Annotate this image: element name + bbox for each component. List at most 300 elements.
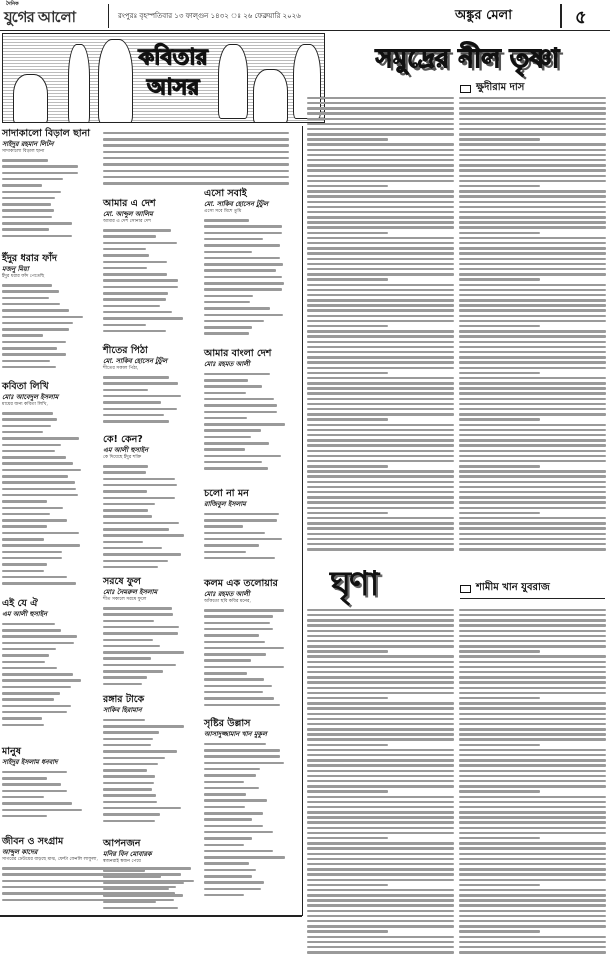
text-line [103,782,154,785]
poem-body [2,159,98,237]
text-line [204,225,282,228]
text-line [459,614,606,616]
box-icon [460,85,471,93]
section-divider [302,126,303,916]
text-line [307,387,454,389]
text-line [307,112,454,114]
text-line [103,553,181,556]
text-line [204,888,261,891]
text-line [307,920,454,922]
text-line [2,488,76,491]
text-line [2,538,44,541]
text-line [103,676,147,679]
text-line [459,501,606,503]
text-line [307,951,454,953]
text-line [307,806,454,808]
poem [103,838,199,909]
text-line [2,507,63,510]
text-line [307,661,454,663]
text-line [2,654,49,657]
text-line [204,314,283,317]
poem-body [103,607,199,685]
text-line [459,915,606,917]
text-line [459,118,606,120]
poem-author: সাইদুর ইসলাম ধনবাদ [2,758,58,766]
text-line [204,697,274,700]
text-line [2,771,67,774]
text-line [307,749,454,751]
poem-title: এসো সবাই [204,188,247,199]
text-line [103,794,156,797]
text-line [307,403,454,405]
text-line [307,190,454,192]
text-line [307,713,454,715]
text-line [307,107,454,109]
text-line [204,774,256,777]
text-line [2,366,56,369]
text-line [459,630,606,632]
text-line [103,484,177,487]
poem-body [103,128,299,185]
text-line [459,801,606,803]
text-line [103,163,289,166]
text-line [459,242,606,244]
text-line [204,837,252,840]
text-line [307,102,454,104]
text-line [2,412,53,415]
text-line [307,392,454,394]
text-line [2,815,47,818]
text-line [459,635,606,637]
text-line [204,628,273,631]
text-line [459,382,606,384]
text-line [2,570,44,573]
text-line [307,206,454,208]
text-line [459,237,606,239]
text-line [204,806,245,809]
text-line [459,821,606,823]
text-line [103,401,161,404]
text-line [459,873,606,875]
poem-first-line: কে দিয়েছে ইঁদুর শক্তি [103,455,142,460]
text-line [459,671,606,673]
text-line [103,738,153,741]
text-line [103,888,169,891]
text-line [459,764,606,766]
text-line [307,687,454,689]
text-line [459,697,540,699]
text-line [307,889,454,891]
text-line [2,790,67,793]
text-line [204,257,280,260]
text-line [204,385,262,388]
text-line [459,439,606,441]
text-line [103,311,172,314]
text-line [103,330,166,333]
text-line [204,238,263,241]
text-line [103,286,178,289]
text-line [204,557,275,560]
text-line [2,783,61,786]
text-line [204,825,263,828]
poem-author: সাকিব হিরামান [103,706,142,714]
text-line [307,899,454,901]
text-line [307,398,454,400]
text-line [307,325,388,327]
text-line [204,232,282,235]
text-line [307,263,454,265]
poem-author: আব্দুল কাদের [2,848,38,856]
text-line [459,847,606,849]
text-line [2,228,49,231]
poem-first-line: শীতের সকাল পিঠা, [103,366,139,371]
text-line [459,884,540,886]
text-line [459,522,606,524]
text-line [459,904,606,906]
text-line [103,471,146,474]
poem-body [103,465,199,568]
text-line [2,216,52,219]
text-line [2,475,68,478]
text-line [307,894,454,896]
text-line [307,640,454,642]
text-line [2,692,60,695]
text-line [204,666,284,669]
text-line [2,623,55,626]
text-line [103,292,168,295]
text-line [459,910,606,912]
text-line [2,500,47,503]
text-line [2,159,48,162]
text-line [307,315,454,317]
text-line [307,853,454,855]
text-line [2,802,72,805]
text-line [204,379,248,382]
text-line [307,118,454,120]
text-line [204,467,268,470]
text-line [103,657,151,660]
text-line [459,299,606,301]
text-line [459,925,606,927]
text-line [204,894,244,897]
text-line [459,775,606,777]
poem-title: আমার এ দেশ [103,198,156,209]
text-line [459,460,606,462]
text-line [307,149,454,151]
logo-small-text: দৈনিক [6,1,19,7]
poem-body [204,513,300,560]
text-line [307,335,454,337]
text-line [307,832,454,834]
author-name: শামীম খান যুবরাজ [476,582,550,593]
poem [204,718,300,896]
text-line [2,724,44,727]
text-line [307,915,454,917]
text-line [459,692,606,694]
text-line [307,775,454,777]
poem-body [204,609,300,706]
text-line [103,813,160,816]
text-line [103,157,289,160]
text-line [307,211,454,213]
text-line [459,367,606,369]
text-line [307,884,388,886]
text-line [204,244,280,247]
text-line [103,645,160,648]
poem-title: সৃষ্টির উল্লাস [204,718,251,729]
text-line [2,184,42,187]
text-line [204,404,277,407]
text-line [459,180,606,182]
text-line [2,197,55,200]
poem-author: মনির বিন মোবারক [103,850,152,858]
text-line [2,360,50,363]
text-line [307,429,454,431]
text-line [307,816,454,818]
text-line [459,211,606,213]
text-line [2,456,66,459]
text-line [307,486,454,488]
text-line [459,780,606,782]
text-line [459,894,606,896]
text-line [2,322,73,325]
poem-title: জীবন ও সংগ্রাম [2,836,64,847]
text-line [459,294,606,296]
text-line [103,620,154,623]
text-line [459,816,606,818]
text-line [103,801,157,804]
text-line [307,801,454,803]
text-line [103,490,147,493]
text-line [204,881,264,884]
text-line [459,749,606,751]
text-line [459,304,606,306]
text-line [307,491,454,493]
text-line [103,875,161,878]
text-line [459,252,606,254]
text-line [103,144,289,147]
text-line [204,429,261,432]
text-line [2,544,80,547]
text-line [307,842,454,844]
text-line [103,683,142,686]
text-line [459,403,606,405]
text-line [459,538,606,540]
text-line [459,429,606,431]
text-line [459,707,606,709]
text-line [307,517,454,519]
poem-author: এম আলী হুসাইন [103,446,148,454]
dateline: রংপুরঃ বৃহস্পতিবার ১৩ ফাল্গুন ১৪৩২ ঃ ২৬ ফেব্রুয়ারি ২০২৬ [118,12,301,20]
text-line [459,206,606,208]
text-line [459,475,606,477]
text-line [307,676,454,678]
text-line [307,180,454,182]
text-line [459,341,606,343]
text-line [103,901,156,904]
text-line [307,351,454,353]
text-line [204,755,280,758]
text-line [459,718,606,720]
text-line [204,609,284,612]
poem-title: আমার বাংলা দেশ [204,348,272,359]
text-line [2,796,44,799]
text-line [204,793,246,796]
text-line [307,169,454,171]
poem-first-line: শীত সকালে সরষে ফুলে [103,597,147,602]
poem-author: মজনু মিয়া [2,265,29,273]
text-line [103,719,145,722]
poem-first-line: স্বজনরাই স্বজন পেয়ে [103,859,141,864]
text-line [307,475,454,477]
text-line [103,907,178,910]
text-line [459,868,606,870]
text-line [103,882,184,885]
text-line [2,284,52,287]
text-line [307,770,454,772]
poem-body [204,743,300,897]
text-line [307,320,454,322]
text-line [204,831,273,834]
text-line [204,691,263,694]
text-line [204,398,274,401]
text-line [307,434,454,436]
text-line [2,481,75,484]
text-line [103,744,151,747]
poem-body [2,771,98,818]
text-line [103,497,175,500]
text-line [459,392,606,394]
text-line [204,525,243,528]
poem [2,598,98,726]
text-line [307,624,454,626]
poem-title: ইঁদুর ধরার ফাঁদ [2,253,57,264]
text-line [307,904,454,906]
text-line [459,899,606,901]
text-line [307,619,454,621]
text-line [103,651,184,654]
text-line [204,622,270,625]
poem-body [103,869,199,909]
text-line [307,470,454,472]
poem-title: সরষে ফুল [103,576,141,587]
text-line [204,448,245,451]
banner-title [138,42,208,102]
poem [204,488,300,559]
text-line [459,619,606,621]
text-line [204,513,279,516]
text-line [459,770,606,772]
text-line [459,661,606,663]
text-line [204,417,247,420]
poem-body [103,229,199,332]
text-line [204,219,249,222]
text-line [307,221,454,223]
text-line [307,645,454,647]
text-line [307,413,454,415]
text-line [204,647,284,650]
text-line [307,538,454,540]
text-line [459,879,606,881]
text-line [307,460,454,462]
text-line [459,744,540,746]
text-line [307,237,454,239]
text-line [307,764,454,766]
poem-title: রঙ্গার টাকে [103,694,145,705]
text-line [307,268,454,270]
text-line [204,653,266,656]
text-line [307,548,454,550]
text-line [204,307,270,310]
text-line [103,229,171,232]
text-line [103,317,183,320]
text-line [307,201,454,203]
text-line [459,159,606,161]
text-line [459,470,606,472]
text-line [103,775,155,778]
text-line [2,425,51,428]
text-line [307,226,454,228]
text-line [103,769,147,772]
text-line [307,697,388,699]
text-line [103,261,167,264]
text-line [103,560,168,563]
poem-title: শীতের পিঠা [103,345,148,356]
text-line [2,563,47,566]
text-line [204,455,281,458]
article-column [459,606,606,956]
text-line [204,818,252,821]
text-line [459,512,540,514]
text-line [459,164,606,166]
text-line [307,527,454,529]
text-line [103,566,158,569]
text-line [103,273,167,276]
text-line [459,320,606,322]
text-line [307,346,454,348]
poem-author: মোঃ নৈমরুল ইসলাম [103,588,158,596]
text-line [459,723,606,725]
text-line [459,889,606,891]
text-line [459,702,606,704]
text-line [307,827,454,829]
text-line [307,733,454,735]
poem-first-line: এসো সবে মিশে তুমি [204,209,242,214]
text-line [2,309,69,312]
text-line [2,437,79,440]
text-line [204,768,260,771]
text-line [2,673,73,676]
text-line [307,465,388,467]
text-line [459,548,606,550]
text-line [307,754,454,756]
text-line [103,138,289,141]
poem [204,188,300,335]
divider [108,4,109,28]
text-line [204,320,264,323]
text-line [2,513,50,516]
poem-body [2,412,98,585]
text-line [307,796,454,798]
text-line [307,671,454,673]
text-line [204,685,272,688]
text-line [103,807,181,810]
text-line [2,717,42,720]
text-line [459,387,606,389]
text-line [459,455,606,457]
text-line [307,858,454,860]
text-line [307,837,388,839]
